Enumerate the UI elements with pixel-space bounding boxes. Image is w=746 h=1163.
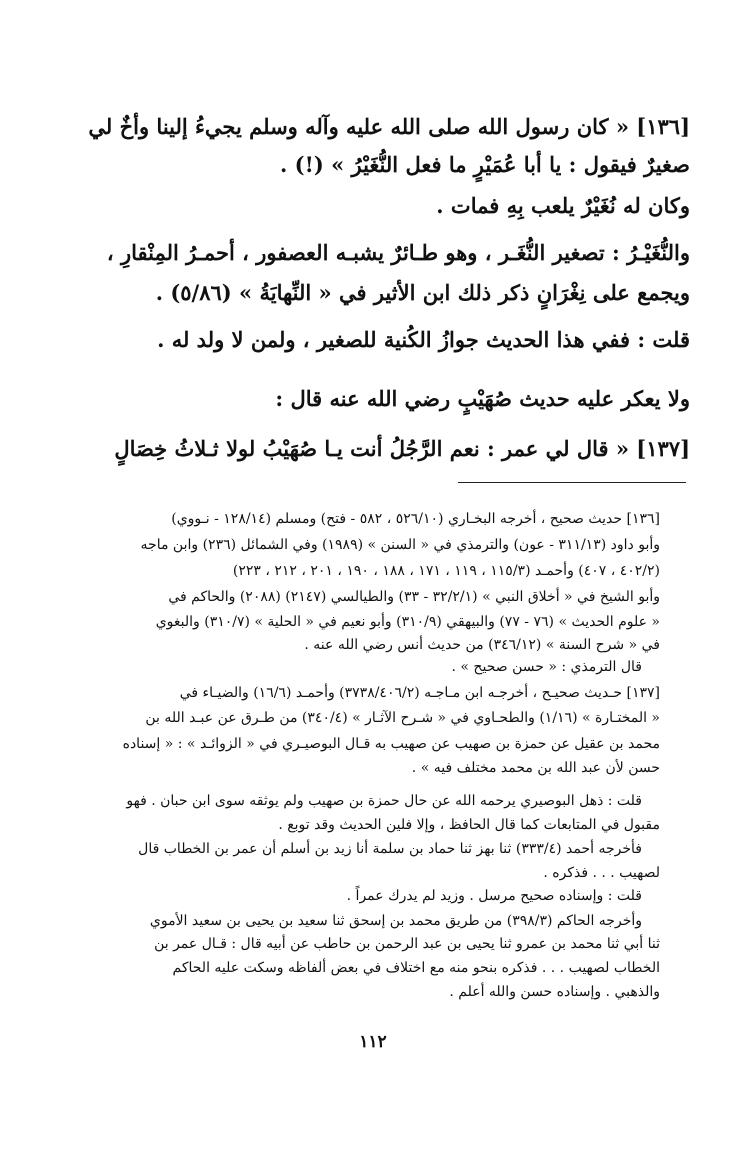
main-line: ويجمع على نِغْرَانٍ ذكر ذلك ابن الأثير في « النِّهايَةُ » (٥/٨٦) . (155, 280, 690, 305)
footnote-line: في « شرح السنة » (٣٤٦/١٢) من حديث أنس رضي الله عنه . (304, 637, 660, 653)
footnote-line: وأبو داود (٣١١/١٣ - عون) والترمذي في « السنن » (١٩٨٩) وفي الشمائل (٢٣٦) وابن ماجه (140, 537, 660, 553)
footnote-line: وأبو الشيخ في « أخلاق النبي » (٣٢/٢/١ - ٣٣) والطيالسي (٢١٤٧) (٢٠٨٨) والحاكم في (168, 589, 660, 605)
footnote-line: قال الترمذي : « حسن صحيح » . (451, 659, 642, 675)
main-line: [١٣٧] « قال لي عمر : نعم الرَّجُلُ أنت يـا صُهَيْبُ لولا ثـلاثُ خِصَالٍ (114, 436, 690, 461)
main-line: صغيرٌ فيقول : يا أبا عُمَيْرٍ ما فعل النُّغَيْرُ » (!) . (280, 152, 690, 177)
footnote-line: والذهبي . وإسناده حسن والله أعلم . (449, 984, 660, 1000)
footnote-line: فأخرجه أحمد (٣٣٣/٤) ثنا بهز ثنا حماد بن سلمة أنا زيد بن أسلم أن عمر بن الخطاب قال (138, 841, 642, 857)
footnote-line: قلت : ذهل البوصيري يرحمه الله عن حال حمزة بن صهيب ولم يوثقه سوى ابن حبان . فهو (126, 793, 642, 809)
footnote-line: الخطاب لصهيب . . . فذكره بنحو منه مع اختلاف في بعض ألفاظه وسكت عليه الحاكم (172, 960, 660, 976)
main-line: وكان له نُغَيْرٌ يلعب بِهِ فمات . (436, 193, 690, 218)
footnote-separator (458, 482, 686, 483)
page-number: ١١٢ (359, 1032, 387, 1052)
footnote-line: مقبول في المتابعات كما قال الحافظ ، وإلا فلين الحديث وقد توبع . (278, 817, 660, 833)
footnote-line: [١٣٧] حـديث صحيـح ، أخرجـه ابن مـاجـه (٣٧٣٨/٤٠٦/٢) وأحمـد (١٦/٦) والضيـاء في (179, 685, 660, 701)
main-line: [١٣٦] « كان رسول الله صلى الله عليه وآله وسلم يجيءُ إلينا وأخٌ لي (88, 114, 690, 139)
footnote-line: وأخرجه الحاكم (٣٩٨/٣) من طريق محمد بن إسحق ثنا سعيد بن يحيى بن سعيد الأموي (149, 913, 642, 929)
footnote-line: حسن لأن عبد الله بن محمد مختلف فيه » . (411, 760, 660, 776)
footnote-line: « المختـارة » (١/١٦) والطحـاوي في « شـرح الآثـار » (٣٤٠/٤) من طـرق عن عبـد الله بن (145, 710, 660, 726)
footnote-line: [١٣٦] حديث صحيح ، أخرجه البخـاري (٥٢٦/١٠ ، ٥٨٢ - فتح) ومسلم (١٢٨/١٤ - نـووي) (171, 511, 660, 527)
footnote-line: قلت : وإسناده صحيح مرسل . وزيد لم يدرك عمراً . (346, 888, 642, 904)
main-line: قلت : ففي هذا الحديث جوازُ الكُنية للصغير ، ولمن لا ولد له . (157, 327, 690, 352)
footnote-line: محمد بن عقيل عن حمزة بن صهيب عن صهيب به قـال البوصيـري في « الزوائـد » : « إسناده (122, 736, 660, 752)
footnote-line: « علوم الحديث » (٧٦ - ٧٧) والبيهقي (٣١٠/٩) وأبو نعيم في « الحلية » (٣١٠/٧) والبغوي (155, 614, 660, 630)
footnote-line: ثنا أبي ثنا محمد بن عمرو ثنا يحيى بن عبد الرحمن بن حاطب عن أبيه قال : قـال عمر بن (154, 936, 660, 952)
main-line: ولا يعكر عليه حديث صُهَيْبٍ رضي الله عنه قال : (275, 386, 690, 411)
footnote-line: لصهيب . . . فذكره . (543, 865, 660, 881)
footnote-line: (٤٠٢/٢ ، ٤٠٧) وأحمـد (١١٥/٣ ، ١١٩ ، ١٧١ ، ١٨٨ ، ١٩٠ ، ٢٠١ ، ٢١٢ ، ٢٢٣) (232, 563, 660, 579)
main-line: والنُّغَيْـرُ : تصغير النُّغَـر ، وهو طـائرٌ يشبـه العصفور ، أحمـرُ المِنْقارِ ، (106, 240, 690, 265)
